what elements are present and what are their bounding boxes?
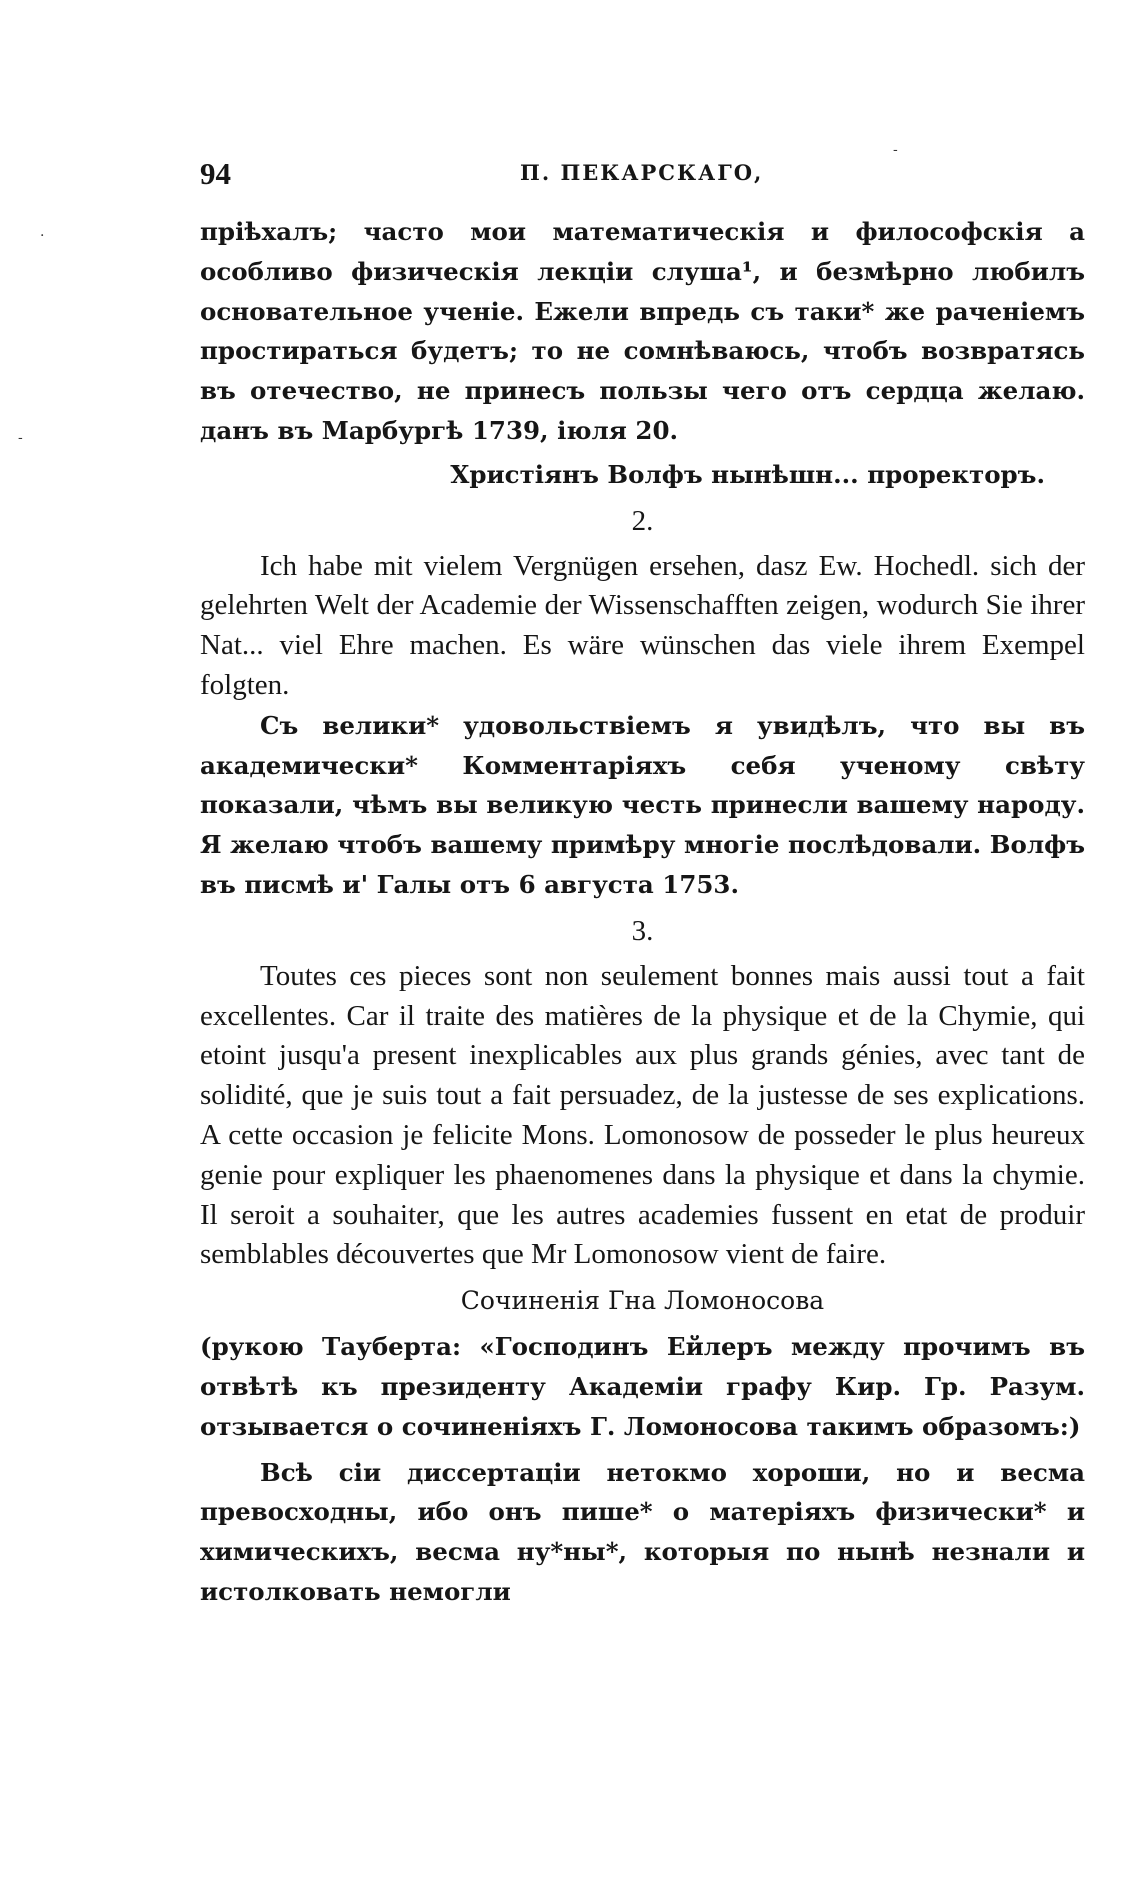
paragraph-taubert-note: (рукою Тауберта: «Господинъ Ейлеръ между прочимъ въ отвѣтѣ къ президенту Академіи графу Кир. Гр. Разум. отзывается о сочиненіяхъ Г. Ломоносова такимъ образомъ:) [200,1332,1085,1441]
running-title: П. ПЕКАРСКАГО, [520,160,764,185]
page-body [200,212,1085,1612]
margin-tick-mark: - [893,142,898,158]
paragraph-german-quote: Ich habe mit vielem Vergnügen ersehen, dasz Ew. Hochedl. sich der gelehrten Welt der Academie der Wissenschafften zeigen, wodurch Sie ihrer Nat... viel Ehre machen. Es wäre wünschen das viele ihrem Exempel folgten. [200,549,1085,701]
paragraph-wolff-letter-end: пріѣхалъ; часто мои математическія и философскія а особливо физическія лекціи слуша¹, и безмѣрно любилъ основательное ученіе. Ежели впредь съ таки* же раченіемъ простираться будетъ; то не сомнѣваюсь, чтобъ возвратясь въ отечество, не принесъ пользы чего отъ сердца желаю. данъ въ Марбургѣ 1739, іюля 20. [200,217,1085,445]
page-number: 94 [200,156,231,191]
page-header [200,156,1085,196]
section-number-3: 3. [631,914,654,947]
paragraph-french-quote: Toutes ces pieces sont non seulement bonnes mais aussi tout a fait excellentes. Car il traite des matières de la physique et de la Chymie, qui etoint jusqu'a present inexplicables aux plus grands génies, avec tant de solidité, que je suis tout a fait persuadez, de la justesse de ses explications. A cette occasion je felicite Mons. Lomonosow de posseder le plus heureux genie pour expliquer les phaenomenes dans la physique et dans la chymie. Il seroit a souhaiter, que les autres academies fussent en etat de produir semblables découvertes que Mr Lomonosow vient de faire. [200,959,1085,1271]
signature-wolff: Христіянъ Волфъ нынѣшн... проректоръ. [450,459,1045,489]
section-number-2: 2. [631,504,654,537]
margin-dot-mark: · [40,228,45,244]
paragraph-german-translation: Съ велики* удовольствіемъ я увидѣлъ, что вы въ академически* Комментаріяхъ себя ученому свѣту показали, чѣмъ вы великую честь принесли вашему народу. Я желаю чтобъ вашему примѣру многіе послѣдовали. Волфъ въ писмѣ и' Галы отъ 6 августа 1753. [200,710,1085,899]
section-heading: Сочиненія Гна Ломоносова [460,1286,825,1316]
margin-dash-mark: - [18,430,23,446]
paragraph-euler-translation: Всѣ сіи диссертаціи нетокмо хороши, но и весма превосходны, ибо онъ пише* о матеріяхъ физически* и химическихъ, весма ну*ны*, которыя по нынѣ незнали и истолковать немогли [200,1457,1085,1606]
